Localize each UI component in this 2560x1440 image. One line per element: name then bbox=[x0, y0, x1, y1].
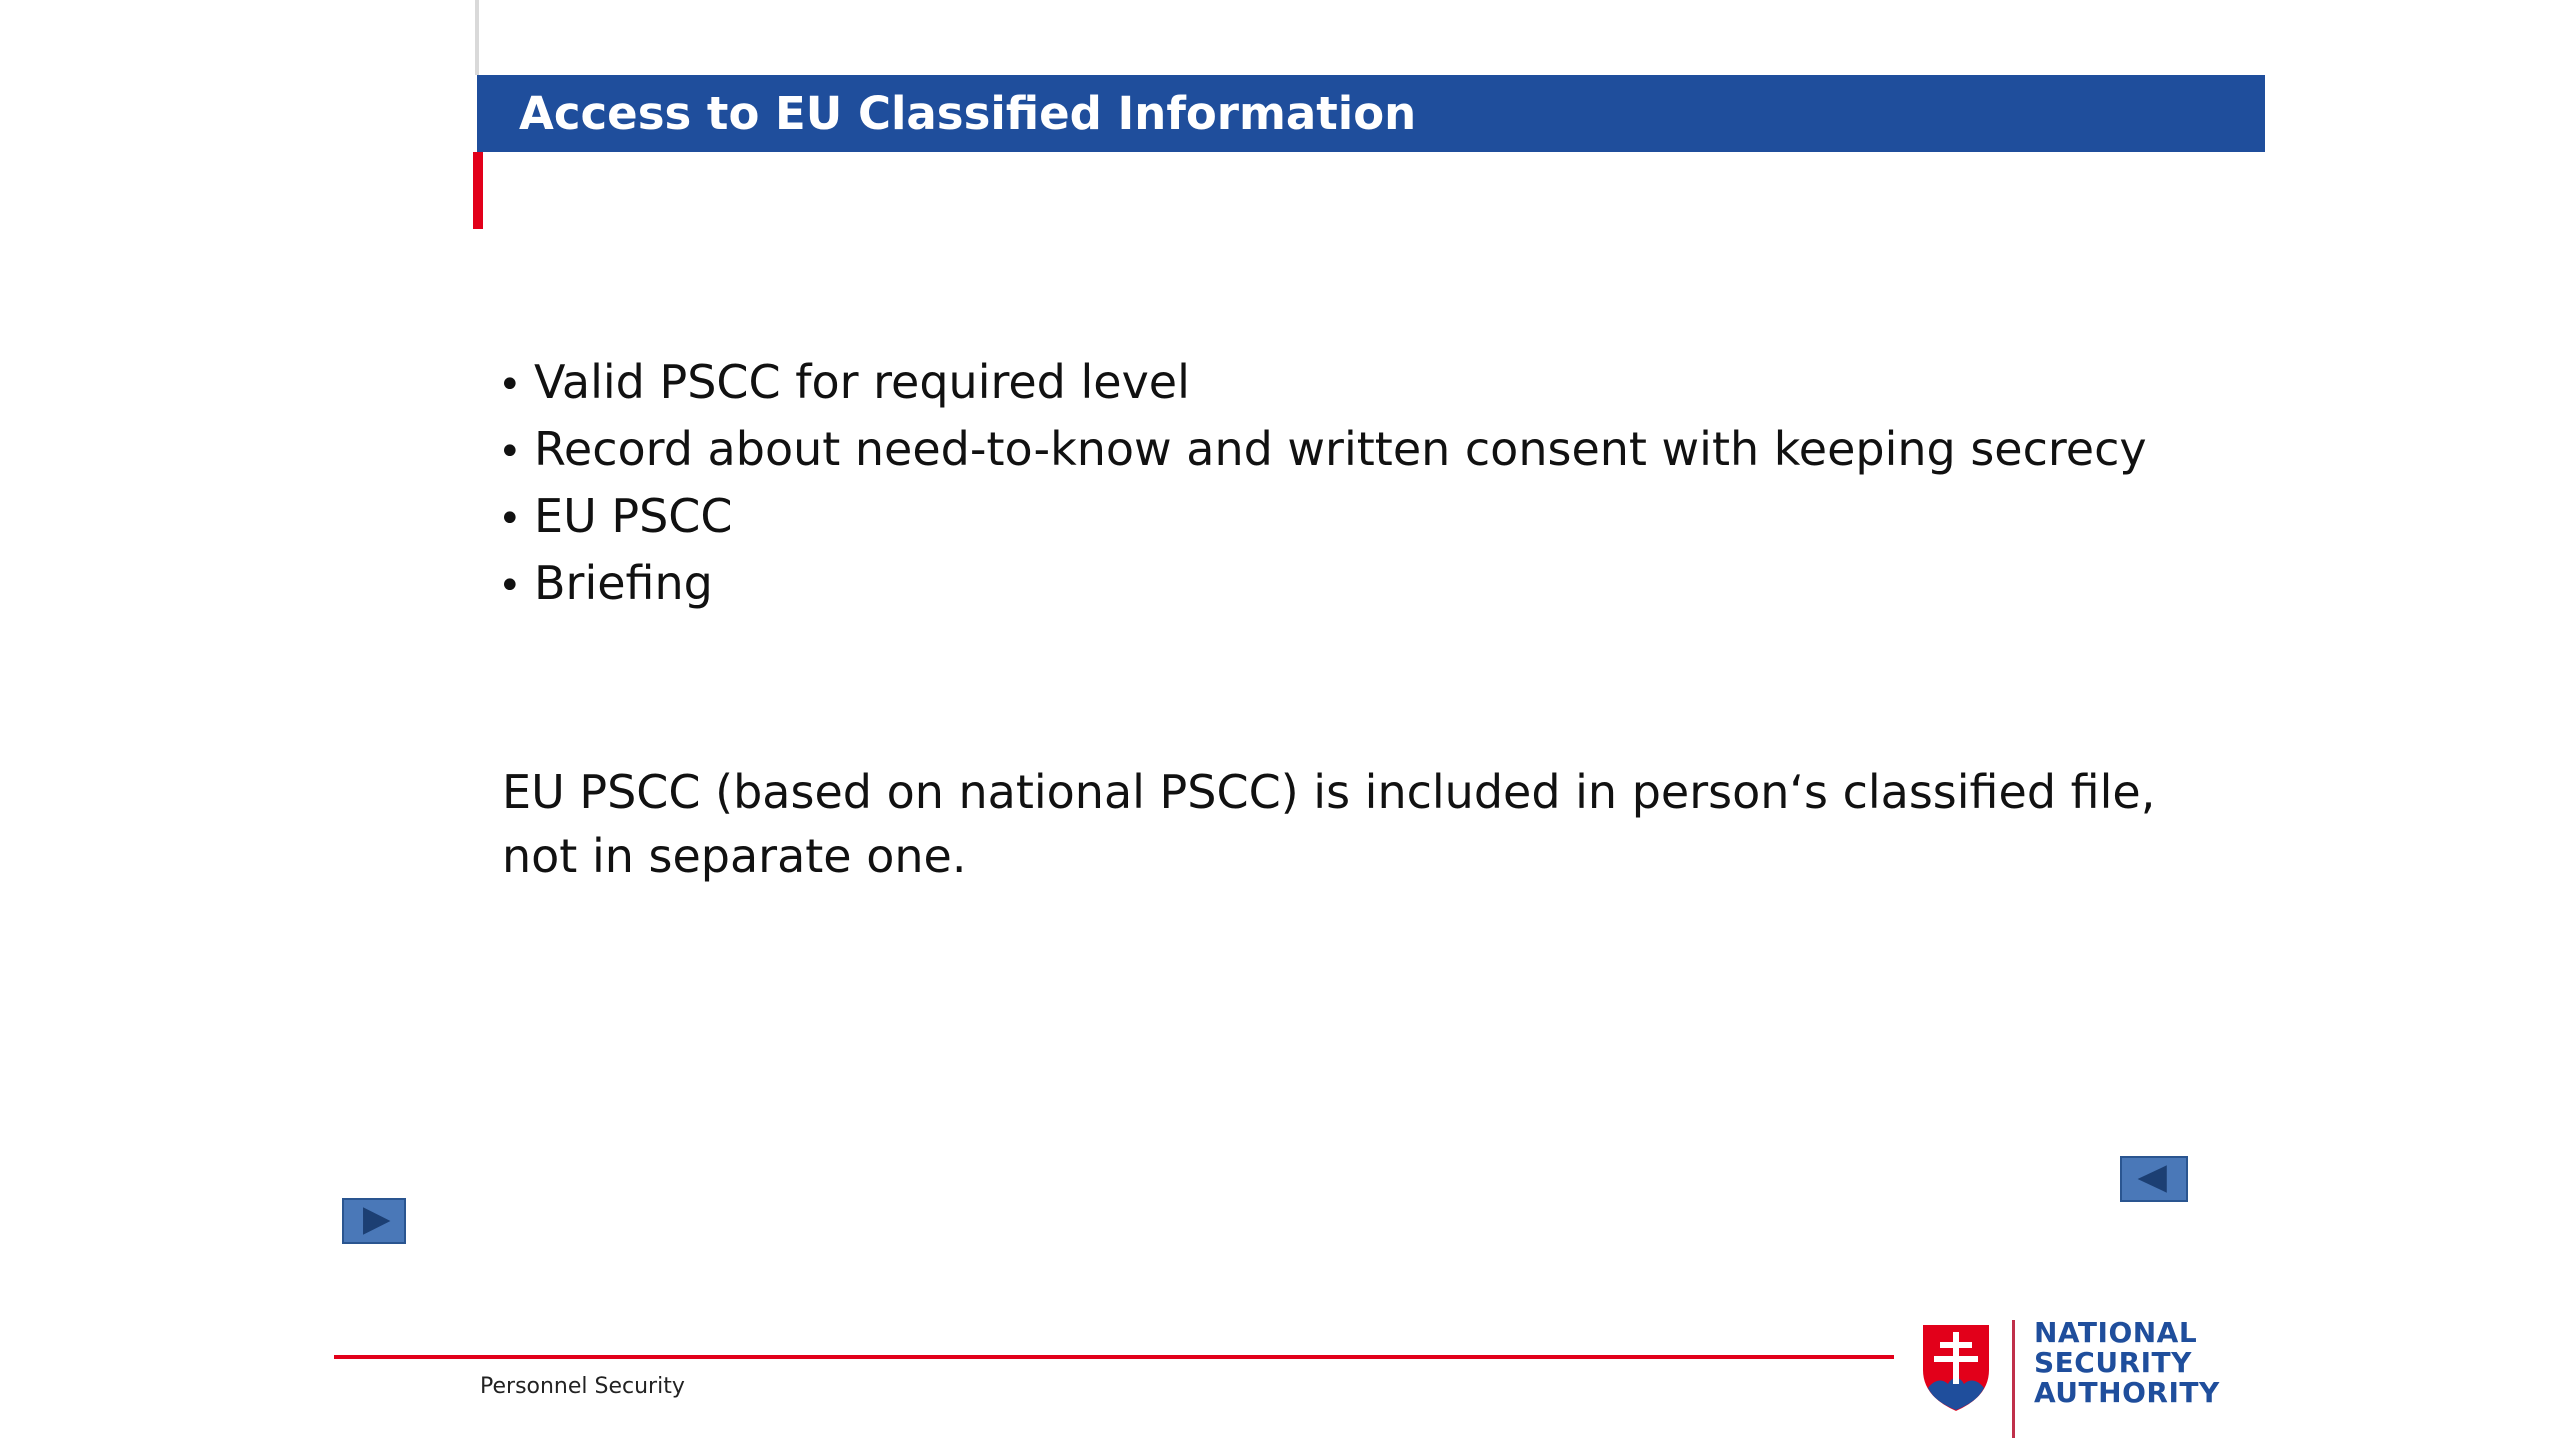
footer-divider bbox=[334, 1355, 1894, 1359]
logo-line: SECURITY bbox=[2034, 1346, 2192, 1379]
bullet-text: EU PSCC bbox=[534, 489, 733, 543]
top-divider bbox=[475, 0, 479, 75]
next-slide-button[interactable] bbox=[342, 1198, 406, 1244]
logo-line: AUTHORITY bbox=[2034, 1376, 2220, 1409]
slide-title: Access to EU Classified Information bbox=[519, 87, 1417, 140]
bullet-list bbox=[498, 350, 2258, 618]
nsa-logo bbox=[1920, 1316, 2220, 1440]
logo-divider bbox=[2012, 1320, 2015, 1438]
bullet-item bbox=[498, 484, 2258, 551]
bullet-item bbox=[498, 350, 2258, 417]
slovak-crest-icon bbox=[1920, 1322, 1992, 1414]
bullet-icon: • bbox=[498, 429, 522, 475]
bullet-icon: • bbox=[498, 563, 522, 609]
slide-note: EU PSCC (based on national PSCC) is included in person‘s classified file, not in separate one. bbox=[502, 765, 2156, 883]
bullet-icon: • bbox=[498, 496, 522, 542]
bullet-text: Record about need-to-know and written consent with keeping secrecy bbox=[534, 422, 2147, 476]
bullet-item bbox=[498, 417, 2258, 484]
bullet-item bbox=[498, 551, 2258, 618]
title-bar bbox=[477, 75, 2265, 152]
play-left-icon bbox=[2122, 1158, 2186, 1200]
play-right-icon bbox=[344, 1200, 404, 1242]
bullet-icon: • bbox=[498, 362, 522, 408]
logo-line: NATIONAL bbox=[2034, 1316, 2198, 1349]
bullet-text: Valid PSCC for required level bbox=[534, 355, 1190, 409]
footer-label: Personnel Security bbox=[480, 1374, 685, 1399]
logo-wordmark bbox=[2034, 1318, 2220, 1408]
previous-slide-button[interactable] bbox=[2120, 1156, 2188, 1202]
title-accent-bar bbox=[473, 152, 483, 229]
bullet-text: Briefing bbox=[534, 556, 713, 610]
